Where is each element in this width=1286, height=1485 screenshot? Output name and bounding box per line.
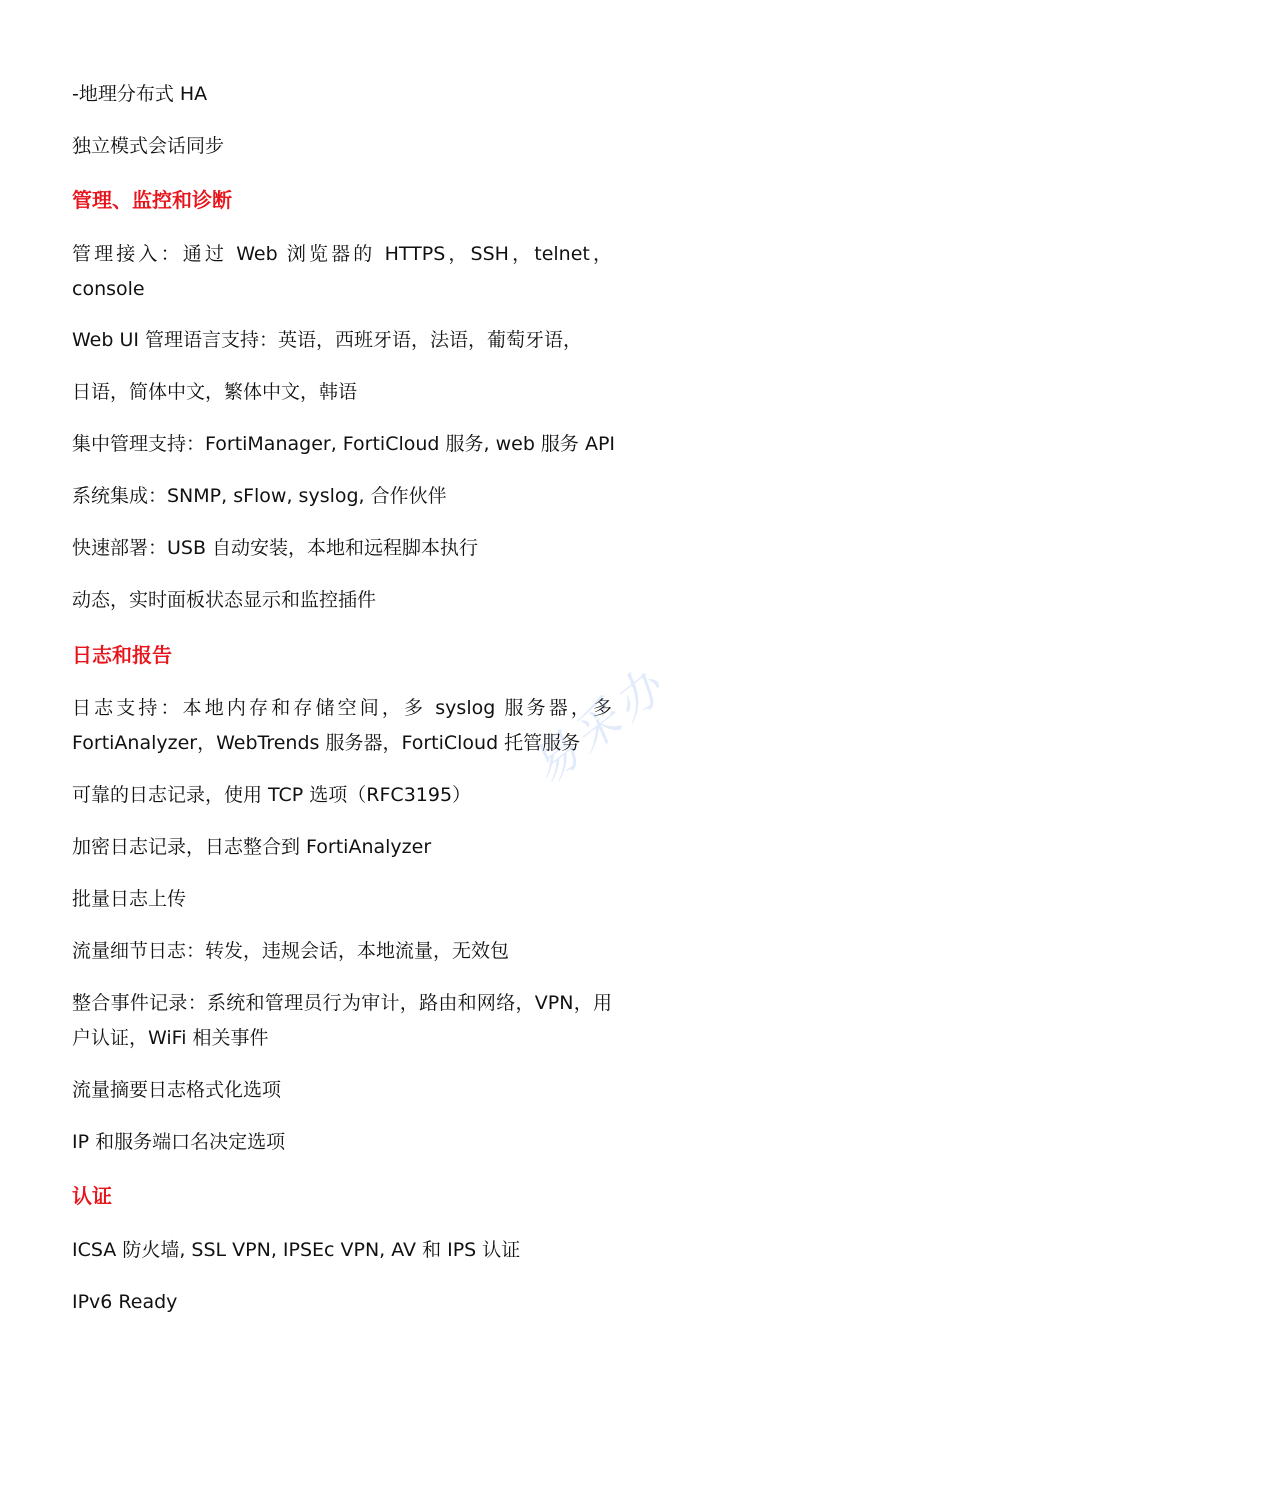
text-line: 流量细节日志：转发，违规会话，本地流量，无效包	[72, 940, 510, 962]
text-line: 动态，实时面板状态显示和监控插件	[72, 589, 377, 611]
text-line: 流量摘要日志格式化选项	[72, 1079, 282, 1101]
text-line: IPv6 Ready	[72, 1291, 178, 1313]
text-line: 批量日志上传	[72, 888, 187, 910]
text-line: 独立模式会话同步	[72, 135, 225, 157]
text-line: ICSA 防火墙, SSL VPN, IPSEc VPN, AV 和 IPS 认证	[72, 1239, 521, 1261]
text-line: IP 和服务端口名决定选项	[72, 1131, 286, 1153]
watermark: 易采办	[520, 656, 677, 795]
text-line: 快速部署：USB 自动安装，本地和远程脚本执行	[72, 537, 479, 559]
text-paragraph: 管理接入：通过 Web 浏览器的 HTTPS，SSH，telnet，console	[72, 243, 612, 300]
text-paragraph: 整合事件记录：系统和管理员行为审计，路由和网络，VPN，用户认证，WiFi 相关事件	[72, 992, 612, 1049]
section-heading-management: 管理、监控和诊断	[72, 188, 232, 212]
section-heading-logging: 日志和报告	[72, 643, 172, 667]
text-line: 日语，简体中文，繁体中文，韩语	[72, 381, 358, 403]
text-line: -地理分布式 HA	[72, 83, 208, 105]
text-line: Web UI 管理语言支持：英语，西班牙语，法语，葡萄牙语，	[72, 329, 583, 351]
text-line: 加密日志记录，日志整合到 FortiAnalyzer	[72, 836, 432, 858]
text-line: 集中管理支持：FortiManager, FortiCloud 服务, web 服务 API	[72, 433, 616, 455]
text-line: 系统集成：SNMP, sFlow, syslog, 合作伙伴	[72, 485, 447, 507]
section-heading-certification: 认证	[72, 1184, 112, 1208]
text-line: 可靠的日志记录，使用 TCP 选项（RFC3195）	[72, 784, 472, 806]
text-paragraph: 日志支持：本地内存和存储空间，多 syslog 服务器，多 FortiAnalyzer，WebTrends 服务器，FortiCloud 托管服务	[72, 697, 612, 754]
